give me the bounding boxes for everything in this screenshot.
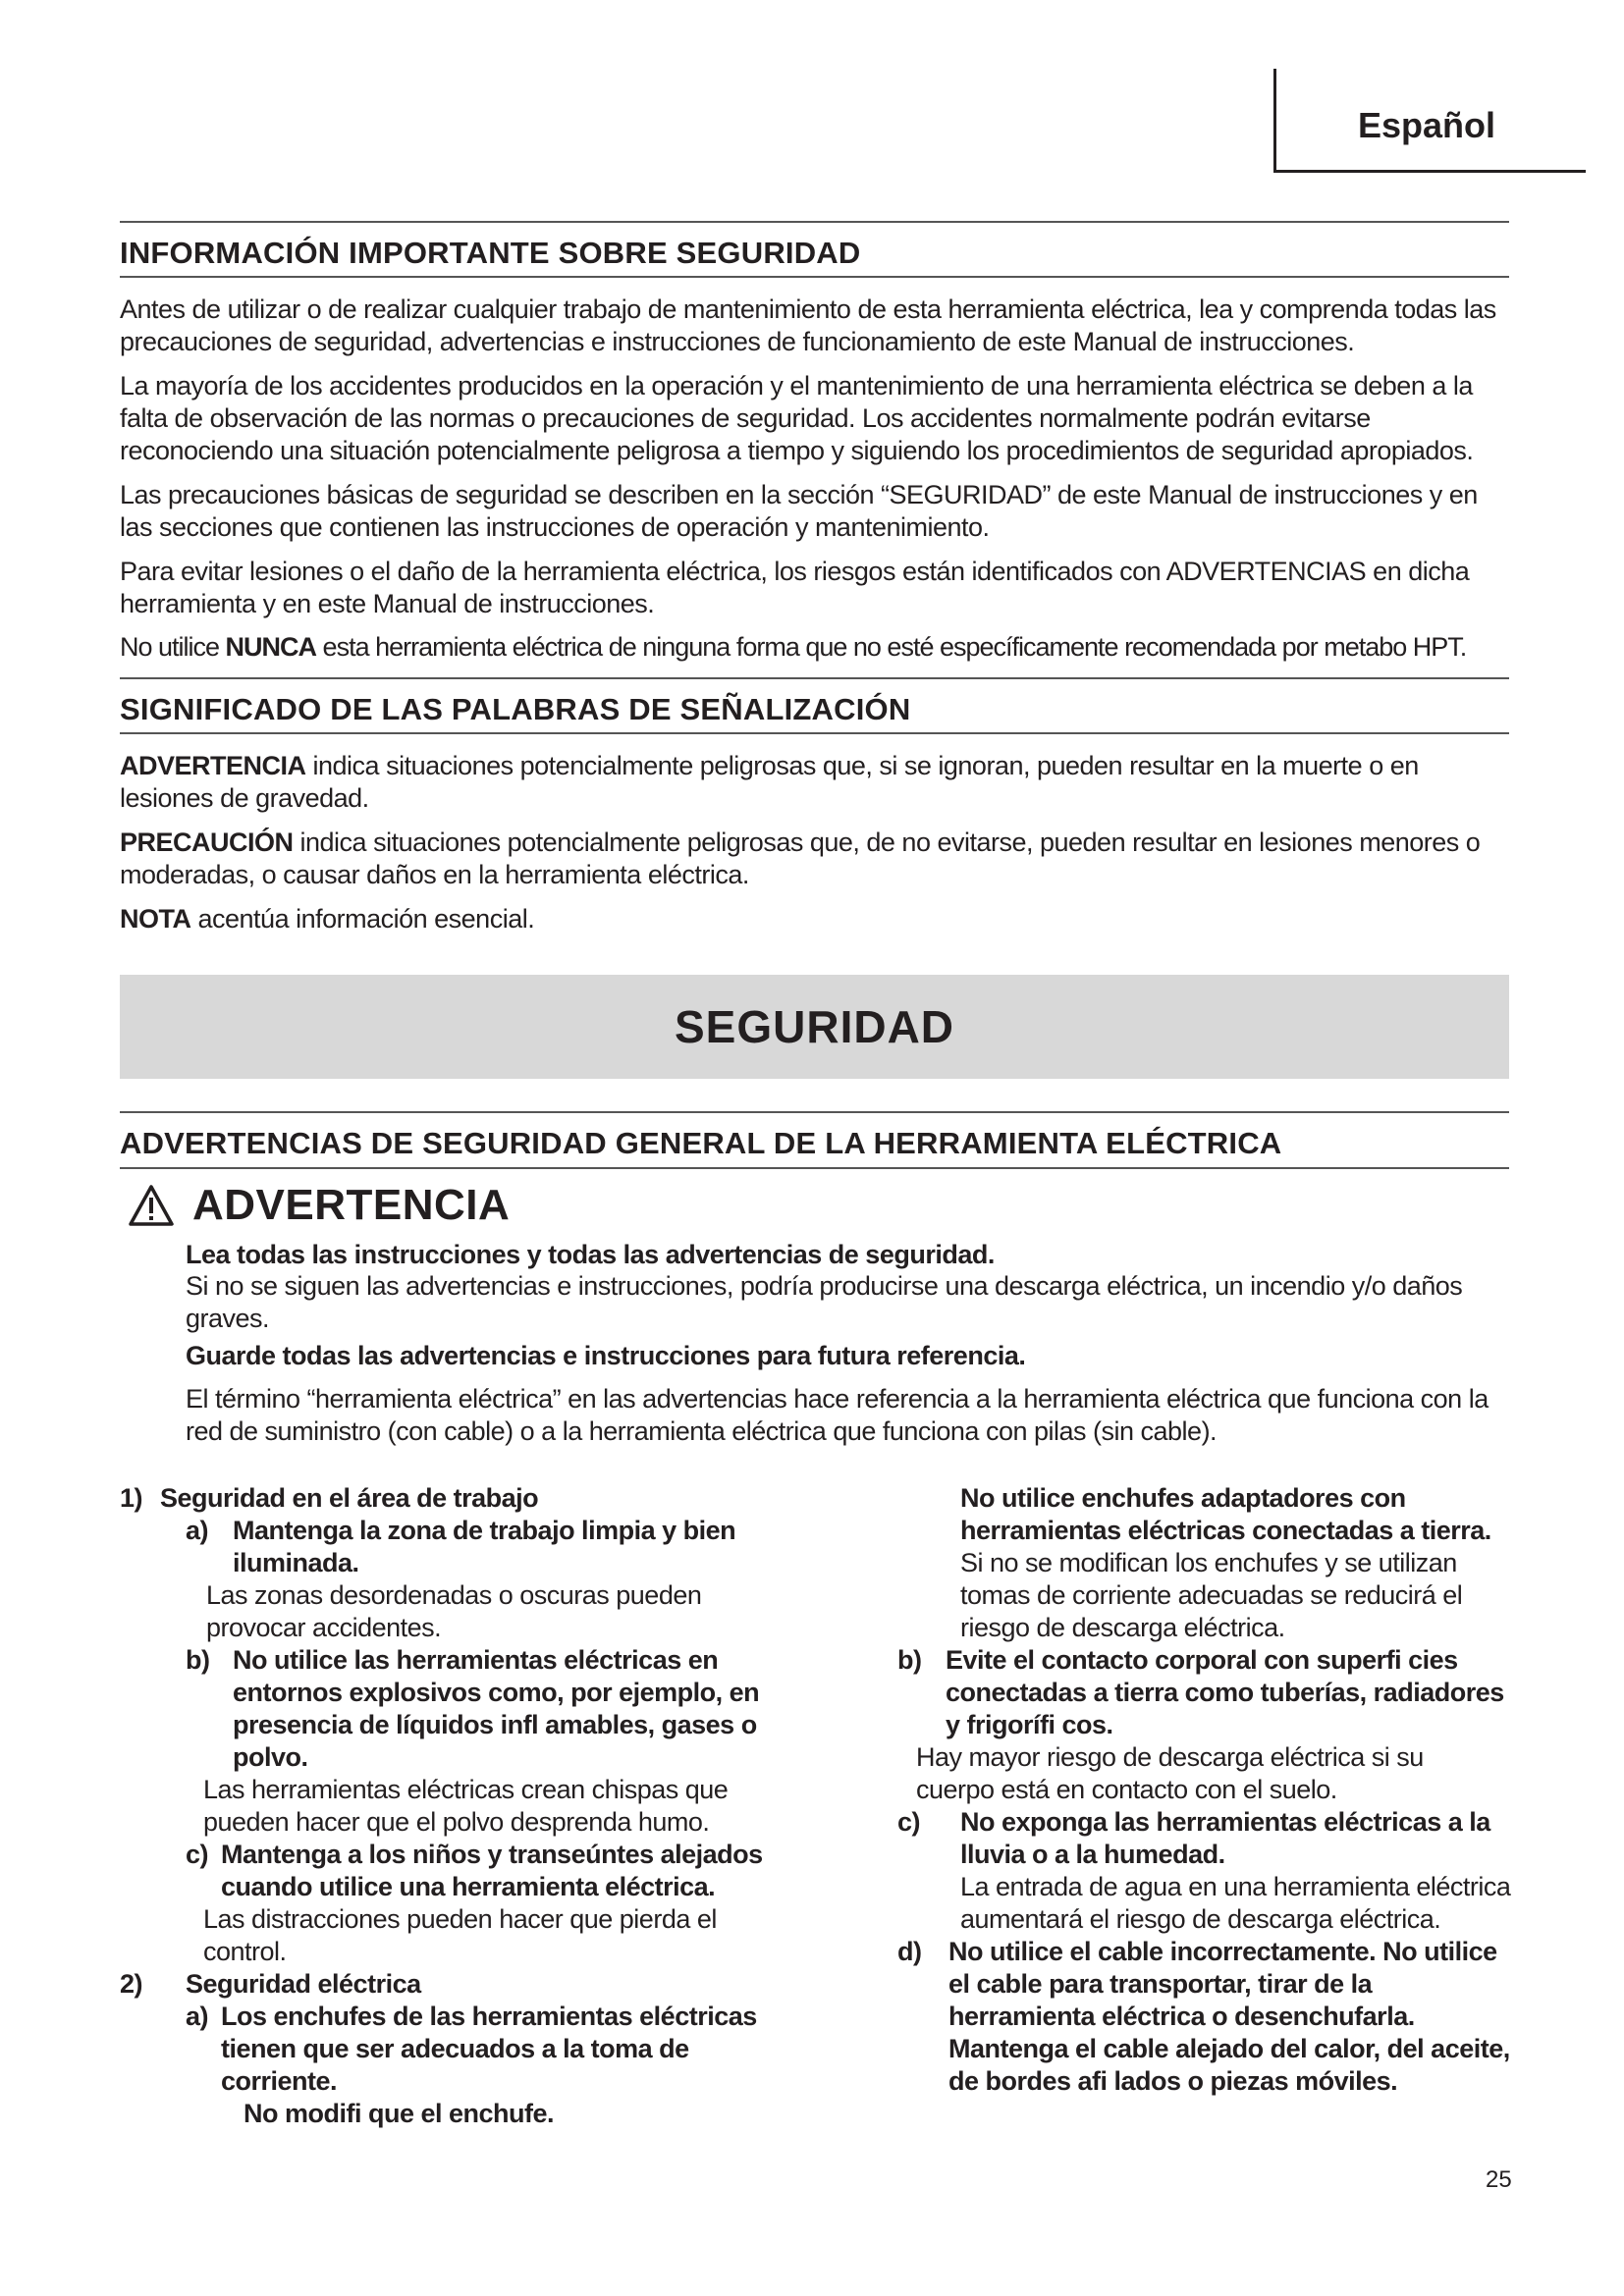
adapter-plugs-bold: No utilice enchufes adaptadores con herramientas eléctricas conectadas a tierra. — [960, 1483, 1491, 1545]
item-1b-title: No utilice las herramientas eléctricas en entornos explosivos como, por ejemplo, en presencia de líquidos infl amables, gases o polvo. — [233, 1645, 760, 1772]
power-tool-term-text: El término “herramienta eléctrica” en las advertencias hace referencia a la herramienta eléctrica que funciona con la red de suministro (con cable) o a la herramienta eléctrica que funciona con pilas (sin cable). — [186, 1384, 1489, 1446]
item-2d-title: No utilice el cable incorrectamente. No utilice el cable para transportar, tirar de la herramienta eléctrica o desenchufarla. Mantenga el cable alejado del calor, del aceite, de bordes afi lados o piezas móviles. — [948, 1937, 1510, 2096]
item-1c-text: Las distracciones pueden hacer que pierda el control. — [203, 1904, 717, 1966]
read-all-instructions-bold: Lea todas las instrucciones y todas las advertencias de seguridad. — [186, 1240, 995, 1269]
item-2c-text: La entrada de agua en una herramienta eléctrica aumentará el riesgo de descarga eléctrica. — [960, 1872, 1511, 1934]
section-signal-words-title: SIGNIFICADO DE LAS PALABRAS DE SEÑALIZACIÓN — [120, 677, 1509, 734]
nota-definition: NOTA acentúa información esencial. — [120, 904, 535, 934]
item-1a-title: Mantenga la zona de trabajo limpia y bien iluminada. — [233, 1516, 736, 1577]
item-2c-label: c) — [897, 1807, 921, 1837]
section-important-safety-title: INFORMACIÓN IMPORTANTE SOBRE SEGURIDAD — [120, 221, 1509, 278]
item-2d-label: d) — [897, 1937, 922, 1966]
page-number: 25 — [1486, 2166, 1512, 2193]
basic-precautions-paragraph: Las precauciones básicas de seguridad se describen en la sección “SEGURIDAD” de este Manual de instrucciones y en las secciones que contienen las instrucciones de operación y mantenimiento. — [120, 480, 1478, 542]
item-1-title: Seguridad en el área de trabajo — [160, 1483, 539, 1513]
warning-title: ADVERTENCIA — [192, 1181, 511, 1229]
item-2b-title: Evite el contacto corporal con superfi cies conectadas a tierra como tuberías, radiadores y frigorífi cos. — [946, 1645, 1504, 1739]
warnings-identified-paragraph: Para evitar lesiones o el daño de la herramienta eléctrica, los riesgos están identificados con ADVERTENCIAS en dicha herramienta y en este Manual de instrucciones. — [120, 557, 1470, 618]
accidents-paragraph: La mayoría de los accidentes producidos en la operación y el mantenimiento de una herramienta eléctrica se deben a la falta de observación de las normas o precauciones de seguridad. Los accidentes normalmente podrán evitarse reconociendo una situación potencialmente peligrosa a tiempo y siguiendo los procedimientos de seguridad apropiados. — [120, 371, 1474, 465]
read-all-instructions-text: Si no se siguen las advertencias e instrucciones, podría producirse una descarga eléctrica, un incendio y/o daños graves. — [186, 1271, 1463, 1333]
item-2a-label: a) — [186, 2002, 209, 2031]
safety-intro-paragraph: Antes de utilizar o de realizar cualquier trabajo de mantenimiento de esta herramienta eléctrica, lea y comprenda todas las precauciones de seguridad, advertencias e instrucciones de funcionamiento de este Manual de instrucciones. — [120, 294, 1496, 356]
item-1a-label: a) — [186, 1516, 209, 1545]
item-2a-tail: No modifi que el enchufe. — [244, 2099, 555, 2128]
warning-heading — [128, 1181, 510, 1230]
section-general-warnings-title: ADVERTENCIAS DE SEGURIDAD GENERAL DE LA HERRAMIENTA ELÉCTRICA — [120, 1111, 1509, 1169]
item-1b-text: Las herramientas eléctricas crean chispas que pueden hacer que el polvo desprenda humo. — [203, 1775, 729, 1837]
item-1c-label: c) — [186, 1840, 209, 1869]
item-2-number: 2) — [120, 1969, 143, 1999]
item-2c-title: No exponga las herramientas eléctricas a la lluvia o a la humedad. — [960, 1807, 1490, 1869]
advertencia-definition: ADVERTENCIA indica situaciones potencialmente peligrosas que, si se ignoran, pueden resultar en la muerte o en lesiones de gravedad. — [120, 751, 1419, 813]
item-2b-label: b) — [897, 1645, 922, 1675]
precaucion-definition: PRECAUCIÓN indica situaciones potencialmente peligrosas que, de no evitarse, pueden resultar en lesiones menores o moderadas, o causar daños en la herramienta eléctrica. — [120, 828, 1481, 889]
never-use-paragraph: No utilice NUNCA esta herramienta eléctrica de ninguna forma que no esté específicamente recomendada por metabo HPT. — [120, 632, 1467, 662]
item-2b-text: Hay mayor riesgo de descarga eléctrica si su cuerpo está en contacto con el suelo. — [916, 1742, 1424, 1804]
adapter-plugs-text: Si no se modifican los enchufes y se utilizan tomas de corriente adecuadas se reducirá el riesgo de descarga eléctrica. — [960, 1548, 1463, 1642]
item-1c-title: Mantenga a los niños y transeúntes alejados cuando utilice una herramienta eléctrica. — [221, 1840, 763, 1901]
language-label: Español — [1358, 105, 1496, 145]
item-1a-text: Las zonas desordenadas o oscuras pueden provocar accidentes. — [206, 1580, 702, 1642]
keep-instructions-bold: Guarde todas las advertencias e instrucciones para futura referencia. — [186, 1341, 1026, 1370]
warning-triangle-icon — [128, 1184, 175, 1227]
item-2-title: Seguridad eléctrica — [186, 1969, 421, 1999]
item-1-number: 1) — [120, 1483, 143, 1513]
item-1b-label: b) — [186, 1645, 210, 1675]
item-2a-title: Los enchufes de las herramientas eléctricas tienen que ser adecuados a la toma de corriente. — [221, 2002, 757, 2096]
seguridad-banner: SEGURIDAD — [120, 975, 1509, 1079]
